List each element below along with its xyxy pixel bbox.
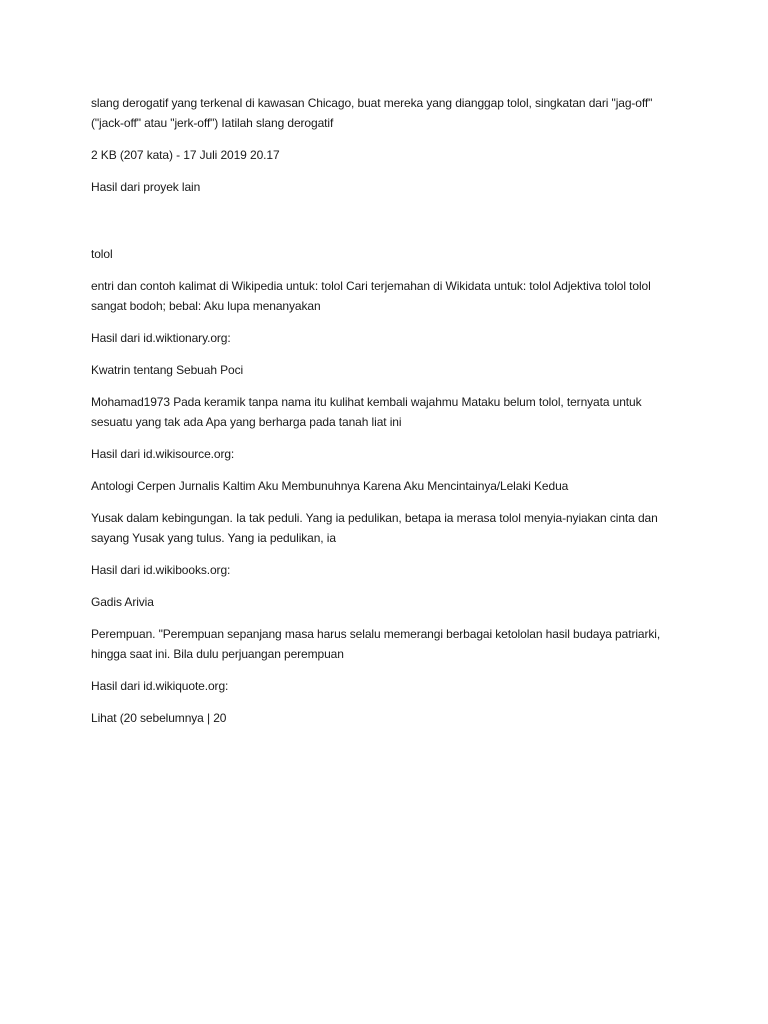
result-title: Gadis Arivia bbox=[91, 595, 154, 609]
result-source: Hasil dari id.wikiquote.org: bbox=[91, 679, 229, 693]
result-snippet: Mohamad1973 Pada keramik tanpa nama itu kulihat kembali wajahmu Mataku belum tolol, ternyata untuk sesuatu yang tak ada Apa yang berharga pada tanah liat ini bbox=[91, 395, 642, 429]
result-snippet: entri dan contoh kalimat di Wikipedia untuk: tolol Cari terjemahan di Wikidata untuk: tolol Adjektiva tolol tolol sangat bodoh; bebal: Aku lupa menanyakan bbox=[91, 279, 651, 313]
result-title: tolol bbox=[91, 247, 113, 261]
pagination-text: Lihat (20 sebelumnya | 20 bbox=[91, 711, 227, 725]
result-source: Hasil dari id.wikibooks.org: bbox=[91, 563, 231, 577]
search-result-snippet: slang derogatif yang terkenal di kawasan Chicago, buat mereka yang dianggap tolol, singkatan dari "jag-off" ("jack-off" atau "jerk-off") Iatilah slang derogatif bbox=[91, 96, 653, 130]
document-page bbox=[91, 93, 681, 728]
result-snippet: Perempuan. "Perempuan sepanjang masa harus selalu memerangi berbagai ketololan hasil budaya patriarki, hingga saat ini. Bila dulu perjuangan perempuan bbox=[91, 627, 661, 661]
result-title: Kwatrin tentang Sebuah Poci bbox=[91, 363, 244, 377]
result-meta: 2 KB (207 kata) - 17 Juli 2019 20.17 bbox=[91, 148, 280, 162]
section-heading: Hasil dari proyek lain bbox=[91, 180, 201, 194]
result-source: Hasil dari id.wiktionary.org: bbox=[91, 331, 231, 345]
result-title: Antologi Cerpen Jurnalis Kaltim Aku Membunuhnya Karena Aku Mencintainya/Lelaki Kedua bbox=[91, 479, 569, 493]
result-source: Hasil dari id.wikisource.org: bbox=[91, 447, 235, 461]
result-snippet: Yusak dalam kebingungan. Ia tak peduli. Yang ia pedulikan, betapa ia merasa tolol menyia-nyiakan cinta dan sayang Yusak yang tulus. Yang ia pedulikan, ia bbox=[91, 511, 658, 545]
